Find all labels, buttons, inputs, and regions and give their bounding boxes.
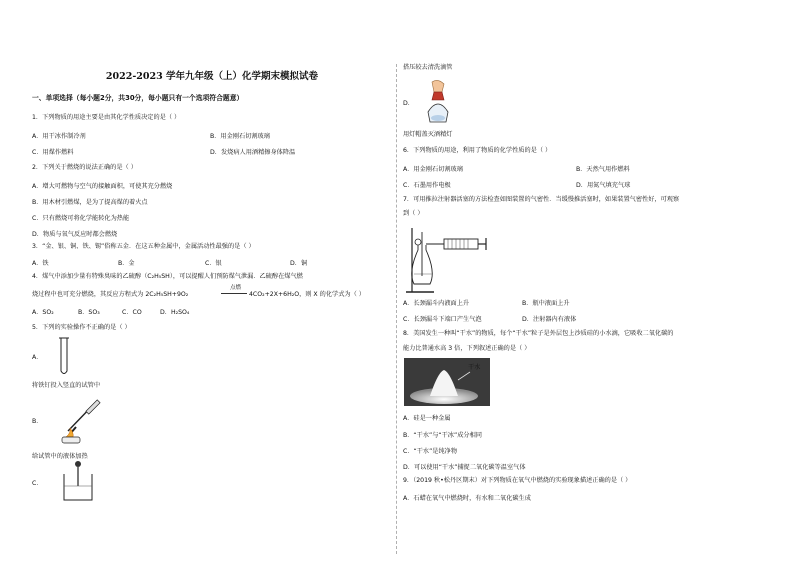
q3-option-c: C．银 <box>205 260 222 267</box>
q2-option-d: D．物质与氧气反应时都会燃烧 <box>32 231 118 238</box>
q7-option-b: B．瓶中液面上升 <box>522 300 570 307</box>
q7-option-a: A．长颈漏斗内液面上升 <box>403 300 470 307</box>
q5-stem: 5．下列的实验操作不正确的是（ ） <box>32 324 131 331</box>
q5-option-c-caption: 搭压较去清洗滴管 <box>403 64 453 71</box>
q1-option-b: B．用金刚石切割玻璃 <box>210 133 270 140</box>
q6-option-a: A．用金刚石切割玻璃 <box>403 166 463 173</box>
alcohol-lamp-cap-icon <box>418 78 458 126</box>
q3-stem: 3．“金、银、铜、铁、锡”俗称五金．在这五种金属中，金属活动性最强的是（ ） <box>32 243 255 250</box>
q4-option-d: D．H₂SO₄ <box>160 309 190 316</box>
test-tube-icon <box>58 337 70 377</box>
q9-stem: 9．（2019 秋•松丹区期末）对下列物质在氧气中燃烧的实验现象描述正确的是（ ） <box>403 477 632 484</box>
q1-option-d: D．发烧病人用酒精擦身体降温 <box>210 149 296 156</box>
q5-option-d-label: D． <box>403 100 414 107</box>
q7-option-d: D．注射器内有液体 <box>522 316 577 323</box>
q5-option-a-label: A． <box>32 354 43 361</box>
q8-option-a: A．硅是一种金属 <box>403 415 451 422</box>
q5-option-b-caption: 给试管中的液体加热 <box>32 453 88 460</box>
q4-stem-line2a: 烧过程中也可充分燃烧，其反应方程式为 2C₂H₅SH+9O₂ <box>32 291 189 298</box>
heating-test-tube-icon <box>58 396 108 446</box>
q4-condition: 点燃 <box>230 285 242 291</box>
q5-option-b-label: B． <box>32 418 43 425</box>
q5-option-c-label: C． <box>32 480 43 487</box>
q1-stem: 1．下列物质的用途主要是由其化学性质决定的是（ ） <box>32 114 181 121</box>
q2-option-b: B．用木材引燃煤，是为了提高煤的着火点 <box>32 199 148 206</box>
q3-option-d: D．铜 <box>290 260 308 267</box>
q2-stem: 2．下列关于燃烧的说法正确的是（ ） <box>32 164 137 171</box>
section-heading: 一、单项选择（每小题2分，共30分，每小题只有一个选项符合题意） <box>32 94 244 102</box>
exam-title: 2022-2023 学年九年级（上）化学期末模拟试卷 <box>105 71 319 82</box>
q4-option-b: B．SO₃ <box>78 309 100 316</box>
q8-option-d: D．可以使用“干水”捕捉二氧化碳等温室气体 <box>403 464 526 471</box>
q8-option-b: B．“干水”与“干冰”成分相同 <box>403 432 482 439</box>
q6-stem: 6．下列物质的用途，利用了物质的化学性质的是（ ） <box>403 147 552 154</box>
q4-stem-line2b: 4CO₂+2X+6H₂O，则 X 的化学式为（ ） <box>249 291 365 298</box>
q4-option-c: C．CO <box>122 309 142 316</box>
q5-option-d-caption: 用灯帽盖灭酒精灯 <box>403 131 453 138</box>
q3-option-b: B．金 <box>118 260 135 267</box>
syringe-apparatus-icon <box>404 224 488 294</box>
q7-stem-line1: 7．可用推拉注射器活塞的方法检查如图装置的气密性．当缓慢推活塞时，如果装置气密性好，可观察 <box>403 196 680 203</box>
beaker-dropper-icon <box>58 460 98 504</box>
q1-option-c: C．用煤作燃料 <box>32 149 74 156</box>
column-divider <box>396 64 397 554</box>
q6-option-b: B．天然气用作燃料 <box>576 166 630 173</box>
q8-stem-line1: 8．美国发生一种叫“干水”的物质，每个“干水”粒子是外层包上沙质硅的小水滴，它吸收二氧化碳的 <box>403 330 674 337</box>
q7-stem-line2: 到（ ） <box>403 210 424 217</box>
q4-stem-line1: 4．煤气中添加少量有特殊臭味的乙硫醇（C₂H₅SH），可以提醒人们预防煤气泄漏．乙硫醇在煤气燃 <box>32 273 303 280</box>
q1-option-a: A．用干冰作制冷剂 <box>32 133 86 140</box>
q8-option-c: C．“干水”是纯净物 <box>403 448 458 455</box>
q4-reaction-arrow <box>221 293 247 294</box>
q8-image-label: 干水 <box>468 364 481 371</box>
q2-option-c: C．只有燃烧可将化学能转化为热能 <box>32 215 130 222</box>
q3-option-a: A．铁 <box>32 260 49 267</box>
q6-option-c: C．石墨用作电极 <box>403 182 451 189</box>
q9-option-a: A．石蜡在氧气中燃烧时，有水和二氧化碳生成 <box>403 495 531 502</box>
q5-option-a-caption: 将铁钉投入竖直的试管中 <box>32 382 101 389</box>
q6-option-d: D．用氮气填充气球 <box>576 182 631 189</box>
q2-option-a: A．增大可燃物与空气的接触面积，可使其充分燃烧 <box>32 183 173 190</box>
q8-stem-line2: 能力比普通水高 3 倍，下列叙述正确的是（ ） <box>403 345 531 352</box>
q7-option-c: C．长颈漏斗下端口产生气泡 <box>403 316 482 323</box>
q4-option-a: A．SO₂ <box>32 309 54 316</box>
